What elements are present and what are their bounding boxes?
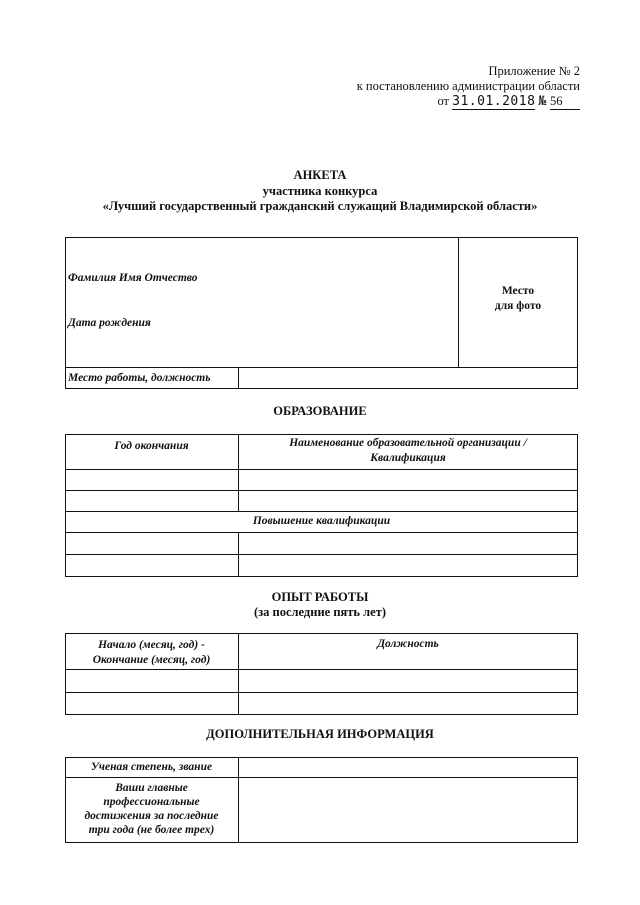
row-divider [65,554,578,555]
work-label: Место работы, должность [68,372,211,384]
form-title: АНКЕТА [293,168,347,182]
col-divider [238,367,239,389]
contest-name: «Лучший государственный гражданский служащий Владимирской области» [102,199,538,213]
col-position-label: Должность [377,638,439,650]
qualification-upgrade-label: Повышение квалификации [252,515,391,527]
col-divider [238,757,239,843]
row-divider [65,367,578,368]
form-subtitle: участника конкурса [262,184,378,198]
col-qualification-label: Квалификация [370,452,446,464]
row-divider [65,490,578,491]
date-prefix: от [437,94,450,108]
achievements-label-line3: достижения за последние [84,810,219,822]
row-divider [65,777,578,778]
appendix-title: Приложение № 2 [488,64,580,78]
decree-number: 56 [550,94,580,110]
row-divider [65,469,578,470]
col-year-label: Год окончания [114,440,189,452]
achievements-label-line1: Ваши главные [115,782,188,794]
decree-date: 31.01.2018 [452,94,536,109]
row-divider [65,511,578,512]
additional-heading: ДОПОЛНИТЕЛЬНАЯ ИНФОРМАЦИЯ [206,727,434,741]
row-divider [65,669,578,670]
education-heading: ОБРАЗОВАНИЕ [273,404,367,418]
photo-placeholder-line1: Место [501,285,535,297]
appendix-subtitle: к постановлению администрации области [356,79,580,93]
degree-label: Ученая степень, звание [90,761,213,773]
experience-heading: ОПЫТ РАБОТЫ [271,590,369,604]
row-divider [65,692,578,693]
col-period-label-line1: Начало (месяц, год) - [98,639,205,651]
achievements-label-line2: профессиональные [103,796,200,808]
row-divider [65,532,578,533]
dob-label: Дата рождения [68,317,151,329]
experience-subheading: (за последние пять лет) [253,605,387,619]
photo-placeholder-line2: для фото [494,300,542,312]
appendix-date-line [437,94,580,110]
col-period-label-line2: Окончание (месяц, год) [92,654,211,666]
fio-label: Фамилия Имя Отчество [68,272,198,284]
col-org-label: Наименование образовательной организации / [289,437,527,449]
number-sign: № [538,94,547,109]
achievements-label-line4: три года (не более трех) [88,824,215,836]
